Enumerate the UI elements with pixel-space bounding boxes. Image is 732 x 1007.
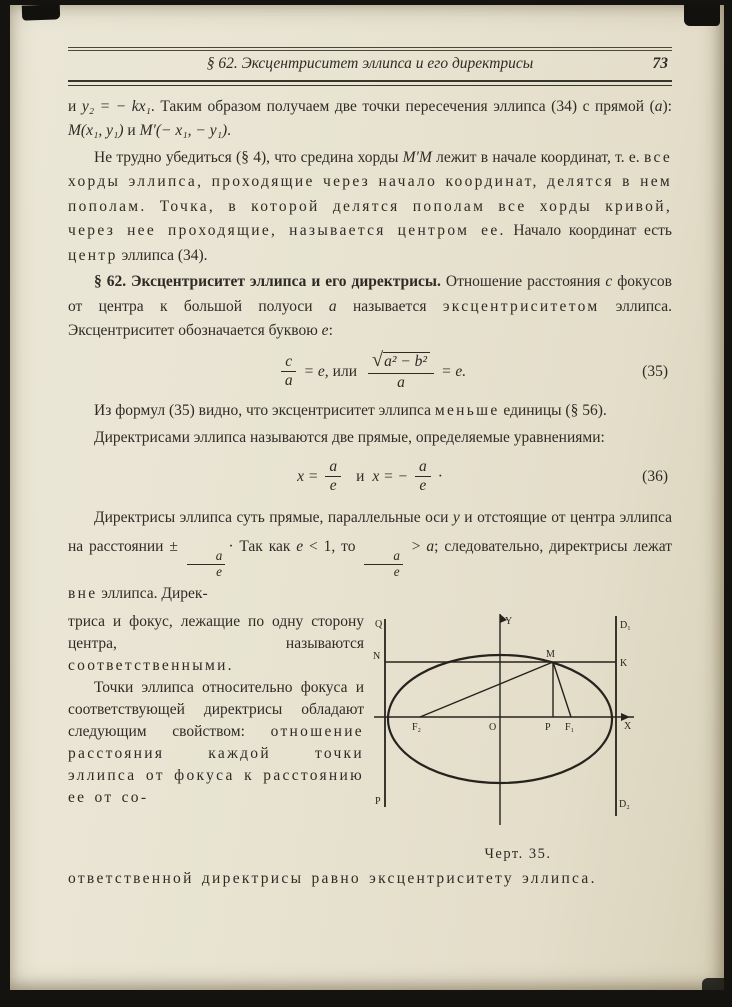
fraction-a-e-2: $\frac{a}{e}$ xyxy=(415,458,431,496)
label-K: K xyxy=(620,658,628,670)
paragraph-focal-property: Точки эллипса относительно фокуса и соответствующей директрисы обладают следующим свойством: отношение расстояния каждой точки эллипса от фокуса к расстоянию ее от со- xyxy=(68,679,364,807)
label-X: X xyxy=(624,721,632,733)
label-F1: F₁ xyxy=(565,722,575,734)
label-O: O xyxy=(489,722,497,734)
label-F2: F₂ xyxy=(412,722,422,734)
paragraph-corresponding: триса и фокус, лежащие по одну сторону центра, называются соответственными. xyxy=(68,613,364,675)
emphasis-ratio-property: отношение расстояния каждой точки эллипса от фокуса к расстоянию ее от со- xyxy=(68,723,364,807)
scan-artifact-bottom-right xyxy=(702,978,724,990)
running-head xyxy=(68,47,672,86)
focal-radius-M-F1 xyxy=(553,662,571,717)
inline-fraction-a-e-1: $\frac{a}{e}$ xyxy=(187,549,226,580)
paragraph-intersection: и y₂ = − kx₁. Таким образом получаем две точки пересечения эллипса (34) с прямой (a): M(x₁, y₁) и M′(− x₁, − y₁). xyxy=(68,97,672,139)
formula-36: x = $\frac{a}{e}$ и x = − $\frac{a}{e}$ · (36) xyxy=(297,458,668,495)
math-point-M: M(x₁, y₁) xyxy=(68,122,124,139)
fraction-c-a: $\frac{c}{a}$ xyxy=(281,353,297,391)
scan-artifact-top-left xyxy=(22,5,61,21)
header-rule-bottom xyxy=(68,80,672,86)
fraction-sqrt: √ a² − b² a xyxy=(368,352,434,393)
x-axis-arrowhead xyxy=(621,713,630,721)
fraction-a-e-1: $\frac{a}{e}$ xyxy=(325,458,341,496)
section-heading: § 62. Эксцентриситет эллипса и его директрисы. xyxy=(94,273,441,290)
formula-35: $\frac{c}{a}$ = e, или √ a² − b² a = e. (35) xyxy=(68,352,672,393)
scan-artifact-top-right xyxy=(684,5,720,26)
label-M: M xyxy=(546,649,555,661)
square-root: √ a² − b² xyxy=(372,352,430,372)
equation-number-35: (35) xyxy=(642,362,668,380)
emphasis-eccentricity: эксцентриситетом xyxy=(442,297,600,315)
label-D2: D₂ xyxy=(619,799,630,811)
label-D1: D₁ xyxy=(620,620,631,632)
figure-chart-35 xyxy=(364,611,672,867)
math-y2: y₂ = − kx₁ xyxy=(81,97,151,115)
label-N: N xyxy=(373,651,381,663)
left-text-column xyxy=(68,611,364,867)
paragraph-directrix-location: Директрисы эллипса суть прямые, параллельные оси y и отстоящие от центра эллипса на расстоянии ± $\frac{a}{e}$ · Так как e < 1, то $\frac{a}{e}$ > a; следовательно, директрисы лежат вне эллипса. Дирек- xyxy=(68,508,673,603)
math-point-M-prime: M′(− x₁, − y₁) xyxy=(139,122,228,139)
page-number: 73 xyxy=(652,55,668,72)
label-Y: Y xyxy=(505,616,513,628)
equation-number-36: (36) xyxy=(642,467,668,485)
paragraph-less-than-unity: Из формул (35) видно, что эксцентриситет эллипса меньше единицы (§ 56). xyxy=(94,402,607,420)
page-content xyxy=(68,47,672,893)
ellipse-diagram xyxy=(372,611,672,839)
running-head-title: § 62. Эксцентриситет эллипса и его директрисы xyxy=(206,55,534,72)
figure-caption: Черт. 35. xyxy=(484,846,552,863)
paragraph-section-62: § 62. Эксцентриситет эллипса и его директрисы. Отношение расстояния c фокусов от центра к большой полуоси a называется эксцентриситетом эллипса. Эксцентриситет обозначается буквою e: xyxy=(68,273,672,339)
paragraph-directrix-definition: Директрисами эллипса называются две прямые, определяемые уравнениями: xyxy=(94,428,605,446)
focal-radius-F2-M xyxy=(420,662,553,717)
label-P-foot: P xyxy=(545,722,551,734)
paragraph-conclusion: ответственной директрисы равно эксцентриситету эллипса. xyxy=(68,869,597,887)
book-page xyxy=(10,5,724,990)
inline-fraction-a-e-2: $\frac{a}{e}$ xyxy=(364,549,403,580)
figure-wrap-row xyxy=(68,611,672,867)
emphasis-chords: все хорды эллипса, проходящие через начало координат, делятся в нем пополам. Точка, в которой делятся пополам все хорды кривой, через нее проходящие, называется центром ее. xyxy=(68,148,673,239)
label-P-left: P xyxy=(375,796,381,808)
paragraph-center-property: Не трудно убедиться (§ 4), что средина хорды M′M лежит в начале координат, т. е. все хорды эллипса, проходящие через начало координат, делятся в нем пополам. Точка, в которой делятся пополам все хорды кривой, через нее проходящие, называется центром ее. Начало координат есть центр эллипса (34). xyxy=(68,148,673,264)
label-Q: Q xyxy=(375,619,383,631)
